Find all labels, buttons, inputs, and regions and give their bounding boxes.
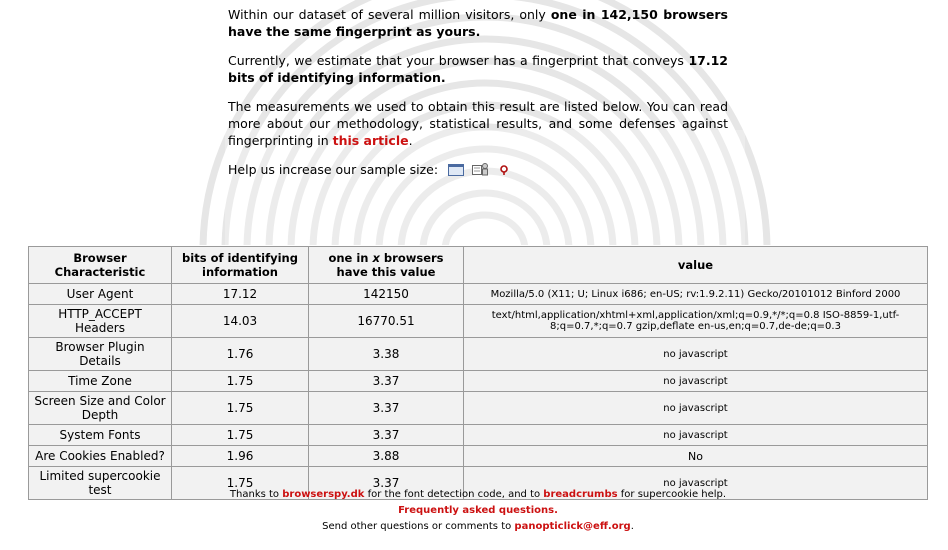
fingerprint-results-table <box>28 246 928 500</box>
table-row <box>29 446 928 467</box>
row-one-in: 3.37 <box>309 467 464 500</box>
uniqueness-result: one in 142,150 browsers have the same fingerprint as yours. <box>228 7 728 39</box>
row-value: Mozilla/5.0 (X11; U; Linux i686; en-US; rv:1.9.2.11) Gecko/20101012 Binford 2000 <box>464 284 928 305</box>
table-row <box>29 371 928 392</box>
share-window-icon[interactable] <box>448 164 464 176</box>
row-value: no javascript <box>464 425 928 446</box>
row-one-in: 3.88 <box>309 446 464 467</box>
row-characteristic: Are Cookies Enabled? <box>29 446 172 467</box>
row-bits: 1.75 <box>172 392 309 425</box>
header-value: value <box>464 247 928 284</box>
row-one-in: 16770.51 <box>309 305 464 338</box>
faq-line <box>28 503 928 519</box>
sample-size-label: Help us increase our sample size: <box>228 162 439 177</box>
breadcrumbs-link[interactable]: breadcrumbs <box>543 489 618 500</box>
row-one-in: 3.37 <box>309 392 464 425</box>
location-pin-icon[interactable] <box>498 164 510 176</box>
row-value: text/html,application/xhtml+xml,application/xml;q=0.9,*/*;q=0.8 ISO-8859-1,utf-8;q=0.7,*;q=0.7 gzip,deflate en-us,en;q=0.7,de-de;q=0.3 <box>464 305 928 338</box>
row-value: no javascript <box>464 392 928 425</box>
row-value: no javascript <box>464 371 928 392</box>
row-bits: 1.76 <box>172 338 309 371</box>
header-one-in-x: one in x browsers have this value <box>309 247 464 284</box>
row-characteristic: Screen Size and Color Depth <box>29 392 172 425</box>
table-row <box>29 392 928 425</box>
row-characteristic: HTTP_ACCEPT Headers <box>29 305 172 338</box>
faq-link[interactable]: Frequently asked questions. <box>398 505 558 516</box>
sample-size-row <box>228 161 728 178</box>
row-one-in: 3.37 <box>309 425 464 446</box>
row-one-in: 142150 <box>309 284 464 305</box>
row-characteristic: Browser Plugin Details <box>29 338 172 371</box>
row-one-in: 3.38 <box>309 338 464 371</box>
row-bits: 1.75 <box>172 425 309 446</box>
row-one-in: 3.37 <box>309 371 464 392</box>
share-icons <box>448 162 510 178</box>
table-row <box>29 305 928 338</box>
footer <box>28 487 928 535</box>
row-value: no javascript <box>464 467 928 500</box>
bits-paragraph: Currently, we estimate that your browser has a fingerprint that conveys 17.12 bits of identifying information. <box>228 53 728 85</box>
email-link[interactable]: panopticlick@eff.org <box>514 521 631 532</box>
methodology-paragraph: The measurements we used to obtain this result are listed below. You can read more about our methodology, statistical results, and some defenses against fingerprinting in this article. <box>228 99 728 148</box>
row-characteristic: User Agent <box>29 284 172 305</box>
contact-line: Send other questions or comments to panopticlick@eff.org. <box>322 521 634 532</box>
row-value: No <box>464 446 928 467</box>
header-browser-characteristic: Browser Characteristic <box>29 247 172 284</box>
table-row <box>29 425 928 446</box>
bits-result: 17.12 bits of identifying information. <box>228 53 728 85</box>
row-value: no javascript <box>464 338 928 371</box>
credits-line: Thanks to browserspy.dk for the font detection code, and to breadcrumbs for supercookie help. <box>229 489 727 500</box>
header-bits: bits of identifying information <box>172 247 309 284</box>
row-characteristic: Limited supercookie test <box>29 467 172 500</box>
this-article-link[interactable]: this article <box>332 133 409 148</box>
row-characteristic: Time Zone <box>29 371 172 392</box>
row-bits: 1.96 <box>172 446 309 467</box>
row-characteristic: System Fonts <box>29 425 172 446</box>
row-bits: 1.75 <box>172 371 309 392</box>
row-bits: 14.03 <box>172 305 309 338</box>
table-header-row <box>29 247 928 284</box>
intro-section <box>228 6 728 178</box>
share-users-icon[interactable] <box>472 162 490 178</box>
table-row <box>29 284 928 305</box>
browserspy-link[interactable]: browserspy.dk <box>282 489 365 500</box>
row-bits: 17.12 <box>172 284 309 305</box>
row-bits: 1.75 <box>172 467 309 500</box>
uniqueness-paragraph: Within our dataset of several million visitors, only one in 142,150 browsers have the same fingerprint as yours. <box>228 7 728 39</box>
table-row <box>29 338 928 371</box>
